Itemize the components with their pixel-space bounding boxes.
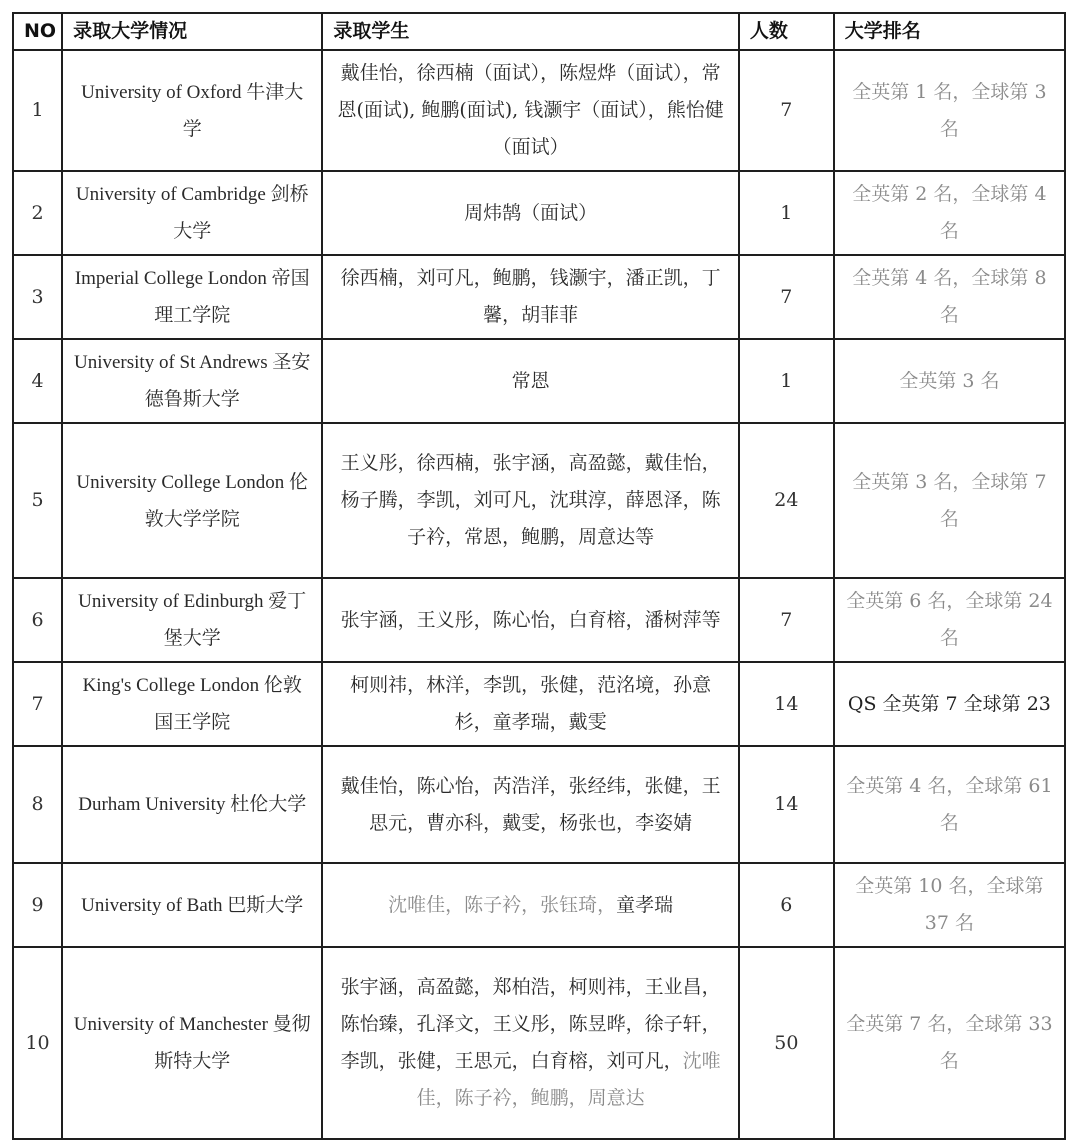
row-number: 2	[13, 171, 62, 255]
university-cell: University College London 伦敦大学学院	[62, 423, 322, 578]
table-row	[13, 50, 1065, 171]
header-students: 录取学生	[322, 13, 739, 50]
count-cell: 50	[739, 947, 834, 1139]
university-cell: Durham University 杜伦大学	[62, 746, 322, 863]
count-cell: 7	[739, 578, 834, 662]
count-cell: 1	[739, 339, 834, 423]
students-text: 王义彤，徐西楠，张宇涵，高盈懿，戴佳怡，杨子腾，李凯，刘可凡，沈琪淳，薛恩泽，陈子衿，常恩，鲍鹏，周意达等	[340, 452, 721, 548]
university-cell: University of Edinburgh 爱丁堡大学	[62, 578, 322, 662]
students-text-gray: 沈唯佳，陈子衿，张钰琦，	[388, 893, 617, 916]
students-text: 张宇涵，高盈懿，郑柏浩，柯则祎，王业昌，陈怡臻，孔泽文，王义彤，陈昱晔，徐子轩，李凯，张健，王思元，白育榕，刘可凡，	[340, 976, 721, 1072]
university-cell: University of Cambridge 剑桥大学	[62, 171, 322, 255]
university-cell: University of Oxford 牛津大学	[62, 50, 322, 171]
row-number: 10	[13, 947, 62, 1139]
students-text: 戴佳怡，徐西楠（面试），陈煜烨（面试），常恩(面试), 鲍鹏(面试), 钱灏宇（面试），熊怡健（面试）	[337, 62, 724, 158]
table-row	[13, 746, 1065, 863]
ranking-cell: 全英第 7 名，全球第 33 名	[834, 947, 1065, 1139]
ranking-cell: 全英第 2 名，全球第 4 名	[834, 171, 1065, 255]
table-row	[13, 171, 1065, 255]
ranking-cell: 全英第 1 名，全球第 3 名	[834, 50, 1065, 171]
students-cell	[322, 423, 739, 578]
count-cell: 14	[739, 746, 834, 863]
count-cell: 1	[739, 171, 834, 255]
table-row	[13, 662, 1065, 746]
header-university: 录取大学情况	[62, 13, 322, 50]
university-cell: Imperial College London 帝国理工学院	[62, 255, 322, 339]
header-no: NO	[13, 13, 62, 50]
students-cell	[322, 255, 739, 339]
ranking-cell: 全英第 10 名，全球第 37 名	[834, 863, 1065, 947]
table-header-row	[13, 13, 1065, 50]
students-cell	[322, 746, 739, 863]
count-cell: 14	[739, 662, 834, 746]
students-cell	[322, 947, 739, 1139]
students-cell	[322, 339, 739, 423]
university-cell: King's College London 伦敦国王学院	[62, 662, 322, 746]
count-cell: 7	[739, 50, 834, 171]
ranking-cell: 全英第 3 名，全球第 7 名	[834, 423, 1065, 578]
students-text: 戴佳怡，陈心怡，芮浩洋，张经纬，张健，王思元，曹亦科，戴雯，杨张也，李姿婧	[340, 774, 721, 834]
university-cell: University of Bath 巴斯大学	[62, 863, 322, 947]
students-text: 童孝瑞	[616, 893, 674, 916]
students-text-gray: 沈唯佳，陈子衿，鲍鹏，周意达	[416, 1050, 721, 1109]
row-number: 5	[13, 423, 62, 578]
ranking-cell: 全英第 3 名	[834, 339, 1065, 423]
university-cell: University of St Andrews 圣安德鲁斯大学	[62, 339, 322, 423]
row-number: 3	[13, 255, 62, 339]
ranking-cell: 全英第 6 名，全球第 24 名	[834, 578, 1065, 662]
ranking-cell: 全英第 4 名，全球第 61 名	[834, 746, 1065, 863]
table-row	[13, 255, 1065, 339]
admissions-table	[12, 12, 1066, 1140]
table-row	[13, 339, 1065, 423]
students-text: 常恩	[511, 369, 550, 392]
students-cell	[322, 578, 739, 662]
students-cell	[322, 662, 739, 746]
count-cell: 7	[739, 255, 834, 339]
students-cell	[322, 171, 739, 255]
students-text: 张宇涵，王义彤，陈心怡，白育榕，潘树萍等	[340, 608, 721, 631]
table-row	[13, 863, 1065, 947]
row-number: 6	[13, 578, 62, 662]
row-number: 4	[13, 339, 62, 423]
ranking-cell: QS 全英第 7 全球第 23	[834, 662, 1065, 746]
header-ranking: 大学排名	[834, 13, 1065, 50]
row-number: 9	[13, 863, 62, 947]
count-cell: 6	[739, 863, 834, 947]
table-row	[13, 423, 1065, 578]
ranking-cell: 全英第 4 名，全球第 8 名	[834, 255, 1065, 339]
students-text: 徐西楠，刘可凡，鲍鹏，钱灏宇，潘正凯，丁馨，胡菲菲	[340, 267, 721, 326]
students-text: 柯则祎，林洋，李凯，张健，范洺境，孙意杉，童孝瑞，戴雯	[350, 674, 712, 733]
students-text: 周炜鹄（面试）	[464, 201, 598, 224]
row-number: 1	[13, 50, 62, 171]
students-cell	[322, 50, 739, 171]
table-row	[13, 578, 1065, 662]
row-number: 8	[13, 746, 62, 863]
admissions-table-container	[12, 12, 1066, 1140]
row-number: 7	[13, 662, 62, 746]
table-row	[13, 947, 1065, 1139]
students-cell	[322, 863, 739, 947]
university-cell: University of Manchester 曼彻斯特大学	[62, 947, 322, 1139]
header-count: 人数	[739, 13, 834, 50]
count-cell: 24	[739, 423, 834, 578]
